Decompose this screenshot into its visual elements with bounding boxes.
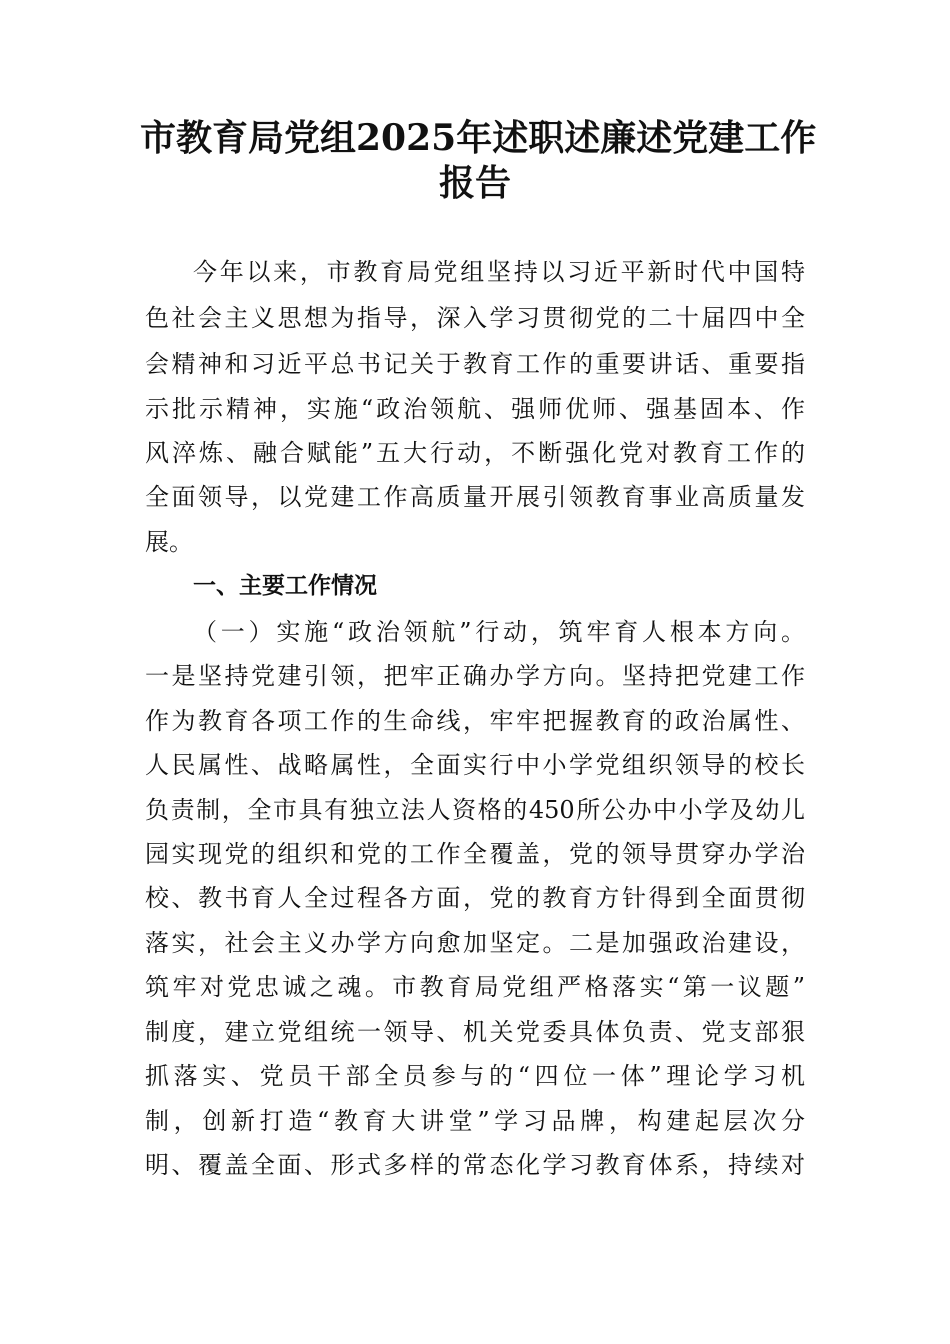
paragraph-2-line-8: 筑牢对党忠诚之魂。市教育局党组严格落实“第一议题” <box>145 973 805 1001</box>
paragraph-2-line-3: 人民属性、战略属性，全面实行中小学党组织领导的校长 <box>145 751 805 779</box>
paragraph-2-line-10: 抓落实、党员干部全员参与的“四位一体”理论学习机 <box>145 1062 805 1090</box>
paragraph-2-line-5: 园实现党的组织和党的工作全覆盖，党的领导贯穿办学治 <box>145 840 805 868</box>
paragraph-1-line-5: 风淬炼、融合赋能”五大行动，不断强化党对教育工作的 <box>145 439 805 467</box>
subsection-heading: （一）实施“政治领航”行动，筑牢育人根本方向。 <box>193 618 805 646</box>
paragraph-2-line-11: 制，创新打造“教育大讲堂”学习品牌，构建起层次分 <box>145 1107 805 1135</box>
paragraph-2-line-2: 作为教育各项工作的生命线，牢牢把握教育的政治属性、 <box>145 707 805 735</box>
paragraph-2-line-12: 明、覆盖全面、形式多样的常态化学习教育体系，持续对 <box>145 1151 805 1179</box>
paragraph-1-line-3: 会精神和习近平总书记关于教育工作的重要讲话、重要指 <box>145 350 805 378</box>
paragraph-2-line-7: 落实，社会主义办学方向愈加坚定。二是加强政治建设， <box>145 929 805 957</box>
paragraph-2-line-6: 校、教书育人全过程各方面，党的教育方针得到全面贯彻 <box>145 884 805 912</box>
paragraph-1-line-1: 今年以来，市教育局党组坚持以习近平新时代中国特 <box>193 258 805 286</box>
document-title-line-1: 市教育局党组2025年述职述廉述党建工作 <box>140 117 817 159</box>
document-title-line-2: 报告 <box>438 162 511 204</box>
paragraph-1-line-4: 示批示精神，实施“政治领航、强师优师、强基固本、作 <box>145 395 805 423</box>
paragraph-1-line-7: 展。 <box>145 528 193 556</box>
paragraph-2-line-1: 一是坚持党建引领，把牢正确办学方向。坚持把党建工作 <box>145 662 805 690</box>
section-heading: 一、主要工作情况 <box>193 573 377 599</box>
paragraph-1-line-6: 全面领导，以党建工作高质量开展引领教育事业高质量发 <box>145 483 805 511</box>
paragraph-2-line-4: 负责制，全市具有独立法人资格的450所公办中小学及幼儿 <box>145 796 805 824</box>
paragraph-2-line-9: 制度，建立党组统一领导、机关党委具体负责、党支部狠 <box>145 1018 805 1046</box>
paragraph-1-line-2: 色社会主义思想为指导，深入学习贯彻党的二十届四中全 <box>145 304 805 332</box>
